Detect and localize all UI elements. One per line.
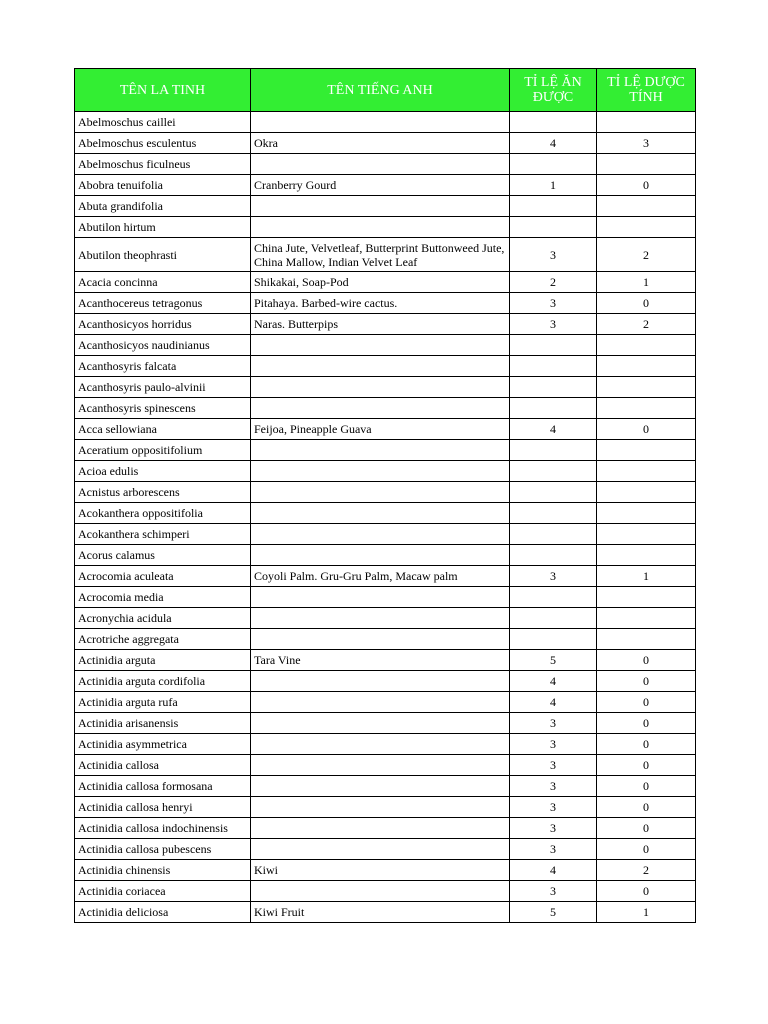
cell-medicinal-rating: 0 bbox=[597, 692, 696, 713]
cell-english-name bbox=[251, 524, 510, 545]
cell-latin-name: Acanthosicyos horridus bbox=[75, 314, 251, 335]
cell-latin-name: Abutilon theophrasti bbox=[75, 238, 251, 272]
table-row bbox=[75, 238, 696, 272]
cell-latin-name: Actinidia callosa indochinensis bbox=[75, 818, 251, 839]
cell-medicinal-rating: 1 bbox=[597, 566, 696, 587]
table-row bbox=[75, 133, 696, 154]
cell-medicinal-rating: 2 bbox=[597, 238, 696, 272]
table-row bbox=[75, 797, 696, 818]
cell-latin-name: Acrocomia aculeata bbox=[75, 566, 251, 587]
cell-latin-name: Abuta grandifolia bbox=[75, 196, 251, 217]
cell-edible-rating: 4 bbox=[510, 419, 597, 440]
table-row bbox=[75, 692, 696, 713]
cell-edible-rating bbox=[510, 377, 597, 398]
cell-edible-rating bbox=[510, 545, 597, 566]
cell-medicinal-rating: 0 bbox=[597, 755, 696, 776]
cell-latin-name: Acioa edulis bbox=[75, 461, 251, 482]
cell-english-name bbox=[251, 335, 510, 356]
cell-english-name bbox=[251, 440, 510, 461]
cell-edible-rating: 4 bbox=[510, 133, 597, 154]
cell-latin-name: Actinidia arisanensis bbox=[75, 713, 251, 734]
cell-medicinal-rating bbox=[597, 356, 696, 377]
table-body bbox=[75, 112, 696, 923]
cell-edible-rating bbox=[510, 629, 597, 650]
table-row bbox=[75, 196, 696, 217]
table-row bbox=[75, 545, 696, 566]
cell-medicinal-rating bbox=[597, 217, 696, 238]
cell-english-name bbox=[251, 112, 510, 133]
table-row bbox=[75, 587, 696, 608]
table-row bbox=[75, 629, 696, 650]
cell-medicinal-rating bbox=[597, 440, 696, 461]
cell-edible-rating bbox=[510, 440, 597, 461]
cell-latin-name: Acanthosyris spinescens bbox=[75, 398, 251, 419]
cell-latin-name: Acacia concinna bbox=[75, 272, 251, 293]
table-row bbox=[75, 566, 696, 587]
table-row bbox=[75, 293, 696, 314]
cell-medicinal-rating: 0 bbox=[597, 776, 696, 797]
cell-edible-rating: 3 bbox=[510, 797, 597, 818]
cell-english-name bbox=[251, 818, 510, 839]
cell-medicinal-rating bbox=[597, 608, 696, 629]
cell-english-name bbox=[251, 629, 510, 650]
cell-latin-name: Acanthosyris paulo-alvinii bbox=[75, 377, 251, 398]
cell-edible-rating: 2 bbox=[510, 272, 597, 293]
cell-english-name: Shikakai, Soap-Pod bbox=[251, 272, 510, 293]
table-row bbox=[75, 650, 696, 671]
cell-medicinal-rating: 0 bbox=[597, 671, 696, 692]
cell-english-name: Tara Vine bbox=[251, 650, 510, 671]
table-row bbox=[75, 671, 696, 692]
table-row bbox=[75, 314, 696, 335]
table-row bbox=[75, 217, 696, 238]
cell-latin-name: Actinidia arguta bbox=[75, 650, 251, 671]
cell-medicinal-rating bbox=[597, 629, 696, 650]
cell-english-name bbox=[251, 881, 510, 902]
cell-edible-rating: 1 bbox=[510, 175, 597, 196]
cell-latin-name: Actinidia callosa bbox=[75, 755, 251, 776]
table-row bbox=[75, 608, 696, 629]
cell-english-name: Kiwi Fruit bbox=[251, 902, 510, 923]
cell-medicinal-rating: 0 bbox=[597, 818, 696, 839]
table-row bbox=[75, 272, 696, 293]
table-row bbox=[75, 356, 696, 377]
cell-english-name bbox=[251, 755, 510, 776]
cell-medicinal-rating: 0 bbox=[597, 734, 696, 755]
cell-english-name bbox=[251, 503, 510, 524]
cell-edible-rating bbox=[510, 503, 597, 524]
table-row bbox=[75, 734, 696, 755]
cell-edible-rating bbox=[510, 196, 597, 217]
cell-latin-name: Actinidia asymmetrica bbox=[75, 734, 251, 755]
cell-latin-name: Acnistus arborescens bbox=[75, 482, 251, 503]
header-edible-rating: TỈ LỆ ĂN ĐƯỢC bbox=[510, 69, 597, 112]
cell-medicinal-rating: 0 bbox=[597, 839, 696, 860]
cell-medicinal-rating bbox=[597, 503, 696, 524]
cell-edible-rating: 5 bbox=[510, 902, 597, 923]
cell-english-name bbox=[251, 545, 510, 566]
cell-edible-rating: 3 bbox=[510, 776, 597, 797]
cell-english-name: Kiwi bbox=[251, 860, 510, 881]
cell-latin-name: Acorus calamus bbox=[75, 545, 251, 566]
cell-edible-rating: 3 bbox=[510, 293, 597, 314]
cell-english-name bbox=[251, 671, 510, 692]
header-latin-name: TÊN LA TINH bbox=[75, 69, 251, 112]
cell-edible-rating: 3 bbox=[510, 818, 597, 839]
cell-edible-rating bbox=[510, 524, 597, 545]
cell-edible-rating bbox=[510, 356, 597, 377]
table-row bbox=[75, 755, 696, 776]
table-row bbox=[75, 776, 696, 797]
cell-latin-name: Actinidia arguta cordifolia bbox=[75, 671, 251, 692]
cell-medicinal-rating: 3 bbox=[597, 133, 696, 154]
table-row bbox=[75, 839, 696, 860]
cell-medicinal-rating bbox=[597, 398, 696, 419]
cell-edible-rating: 3 bbox=[510, 566, 597, 587]
cell-latin-name: Acanthocereus tetragonus bbox=[75, 293, 251, 314]
cell-english-name: Okra bbox=[251, 133, 510, 154]
cell-english-name bbox=[251, 398, 510, 419]
table-row bbox=[75, 482, 696, 503]
table-row bbox=[75, 419, 696, 440]
cell-edible-rating bbox=[510, 461, 597, 482]
cell-edible-rating bbox=[510, 335, 597, 356]
table-row bbox=[75, 335, 696, 356]
cell-edible-rating: 3 bbox=[510, 839, 597, 860]
cell-english-name bbox=[251, 461, 510, 482]
cell-latin-name: Actinidia chinensis bbox=[75, 860, 251, 881]
table-row bbox=[75, 154, 696, 175]
cell-latin-name: Actinidia callosa pubescens bbox=[75, 839, 251, 860]
cell-english-name bbox=[251, 482, 510, 503]
cell-edible-rating: 3 bbox=[510, 755, 597, 776]
cell-english-name bbox=[251, 839, 510, 860]
cell-english-name bbox=[251, 797, 510, 818]
table-row bbox=[75, 461, 696, 482]
cell-medicinal-rating bbox=[597, 112, 696, 133]
cell-medicinal-rating bbox=[597, 461, 696, 482]
table-header bbox=[75, 69, 696, 112]
cell-medicinal-rating: 0 bbox=[597, 419, 696, 440]
table-row bbox=[75, 902, 696, 923]
cell-medicinal-rating bbox=[597, 154, 696, 175]
cell-latin-name: Actinidia deliciosa bbox=[75, 902, 251, 923]
cell-latin-name: Abutilon hirtum bbox=[75, 217, 251, 238]
cell-latin-name: Abobra tenuifolia bbox=[75, 175, 251, 196]
cell-latin-name: Acrotriche aggregata bbox=[75, 629, 251, 650]
cell-edible-rating bbox=[510, 587, 597, 608]
cell-medicinal-rating: 0 bbox=[597, 175, 696, 196]
cell-edible-rating: 4 bbox=[510, 860, 597, 881]
header-english-name: TÊN TIẾNG ANH bbox=[251, 69, 510, 112]
cell-english-name bbox=[251, 217, 510, 238]
cell-medicinal-rating bbox=[597, 377, 696, 398]
cell-edible-rating bbox=[510, 398, 597, 419]
table-row bbox=[75, 524, 696, 545]
header-medicinal-rating: TỈ LỆ DƯỢC TÍNH bbox=[597, 69, 696, 112]
cell-medicinal-rating: 0 bbox=[597, 881, 696, 902]
cell-medicinal-rating: 0 bbox=[597, 293, 696, 314]
cell-latin-name: Abelmoschus esculentus bbox=[75, 133, 251, 154]
cell-english-name: Coyoli Palm. Gru-Gru Palm, Macaw palm bbox=[251, 566, 510, 587]
cell-english-name: Pitahaya. Barbed-wire cactus. bbox=[251, 293, 510, 314]
table-row bbox=[75, 377, 696, 398]
cell-medicinal-rating: 0 bbox=[597, 713, 696, 734]
cell-english-name bbox=[251, 356, 510, 377]
table-row bbox=[75, 881, 696, 902]
cell-english-name bbox=[251, 734, 510, 755]
cell-medicinal-rating bbox=[597, 482, 696, 503]
table-row bbox=[75, 818, 696, 839]
cell-medicinal-rating: 0 bbox=[597, 797, 696, 818]
cell-english-name bbox=[251, 776, 510, 797]
cell-english-name bbox=[251, 587, 510, 608]
cell-edible-rating bbox=[510, 482, 597, 503]
cell-latin-name: Acronychia acidula bbox=[75, 608, 251, 629]
table-row bbox=[75, 175, 696, 196]
cell-latin-name: Actinidia arguta rufa bbox=[75, 692, 251, 713]
cell-edible-rating: 5 bbox=[510, 650, 597, 671]
cell-medicinal-rating bbox=[597, 545, 696, 566]
cell-medicinal-rating bbox=[597, 524, 696, 545]
cell-medicinal-rating: 2 bbox=[597, 860, 696, 881]
cell-medicinal-rating: 1 bbox=[597, 272, 696, 293]
cell-edible-rating: 4 bbox=[510, 692, 597, 713]
cell-latin-name: Actinidia callosa henryi bbox=[75, 797, 251, 818]
table-row bbox=[75, 398, 696, 419]
cell-english-name: Cranberry Gourd bbox=[251, 175, 510, 196]
cell-edible-rating: 4 bbox=[510, 671, 597, 692]
cell-english-name bbox=[251, 608, 510, 629]
cell-english-name: China Jute, Velvetleaf, Butterprint Buttonweed Jute, China Mallow, Indian Velvet Leaf bbox=[251, 238, 510, 272]
cell-medicinal-rating bbox=[597, 196, 696, 217]
cell-medicinal-rating: 1 bbox=[597, 902, 696, 923]
table-row bbox=[75, 860, 696, 881]
cell-english-name: Feijoa, Pineapple Guava bbox=[251, 419, 510, 440]
cell-latin-name: Acrocomia media bbox=[75, 587, 251, 608]
cell-english-name bbox=[251, 196, 510, 217]
cell-latin-name: Acanthosyris falcata bbox=[75, 356, 251, 377]
table-row bbox=[75, 112, 696, 133]
cell-english-name bbox=[251, 377, 510, 398]
cell-latin-name: Abelmoschus caillei bbox=[75, 112, 251, 133]
table-row bbox=[75, 503, 696, 524]
cell-edible-rating: 3 bbox=[510, 314, 597, 335]
table-row bbox=[75, 440, 696, 461]
cell-english-name bbox=[251, 154, 510, 175]
cell-latin-name: Actinidia coriacea bbox=[75, 881, 251, 902]
cell-edible-rating: 3 bbox=[510, 734, 597, 755]
cell-medicinal-rating: 2 bbox=[597, 314, 696, 335]
cell-edible-rating: 3 bbox=[510, 238, 597, 272]
cell-english-name bbox=[251, 692, 510, 713]
plant-table bbox=[74, 68, 696, 923]
cell-english-name bbox=[251, 713, 510, 734]
cell-edible-rating bbox=[510, 112, 597, 133]
cell-latin-name: Actinidia callosa formosana bbox=[75, 776, 251, 797]
header-row bbox=[75, 69, 696, 112]
table-row bbox=[75, 713, 696, 734]
cell-edible-rating bbox=[510, 217, 597, 238]
cell-latin-name: Acokanthera schimperi bbox=[75, 524, 251, 545]
cell-medicinal-rating: 0 bbox=[597, 650, 696, 671]
cell-latin-name: Acokanthera oppositifolia bbox=[75, 503, 251, 524]
cell-english-name: Naras. Butterpips bbox=[251, 314, 510, 335]
cell-edible-rating bbox=[510, 154, 597, 175]
cell-latin-name: Aceratium oppositifolium bbox=[75, 440, 251, 461]
cell-medicinal-rating bbox=[597, 335, 696, 356]
cell-edible-rating: 3 bbox=[510, 881, 597, 902]
cell-medicinal-rating bbox=[597, 587, 696, 608]
cell-latin-name: Abelmoschus ficulneus bbox=[75, 154, 251, 175]
cell-latin-name: Acanthosicyos naudinianus bbox=[75, 335, 251, 356]
cell-edible-rating bbox=[510, 608, 597, 629]
cell-edible-rating: 3 bbox=[510, 713, 597, 734]
cell-latin-name: Acca sellowiana bbox=[75, 419, 251, 440]
